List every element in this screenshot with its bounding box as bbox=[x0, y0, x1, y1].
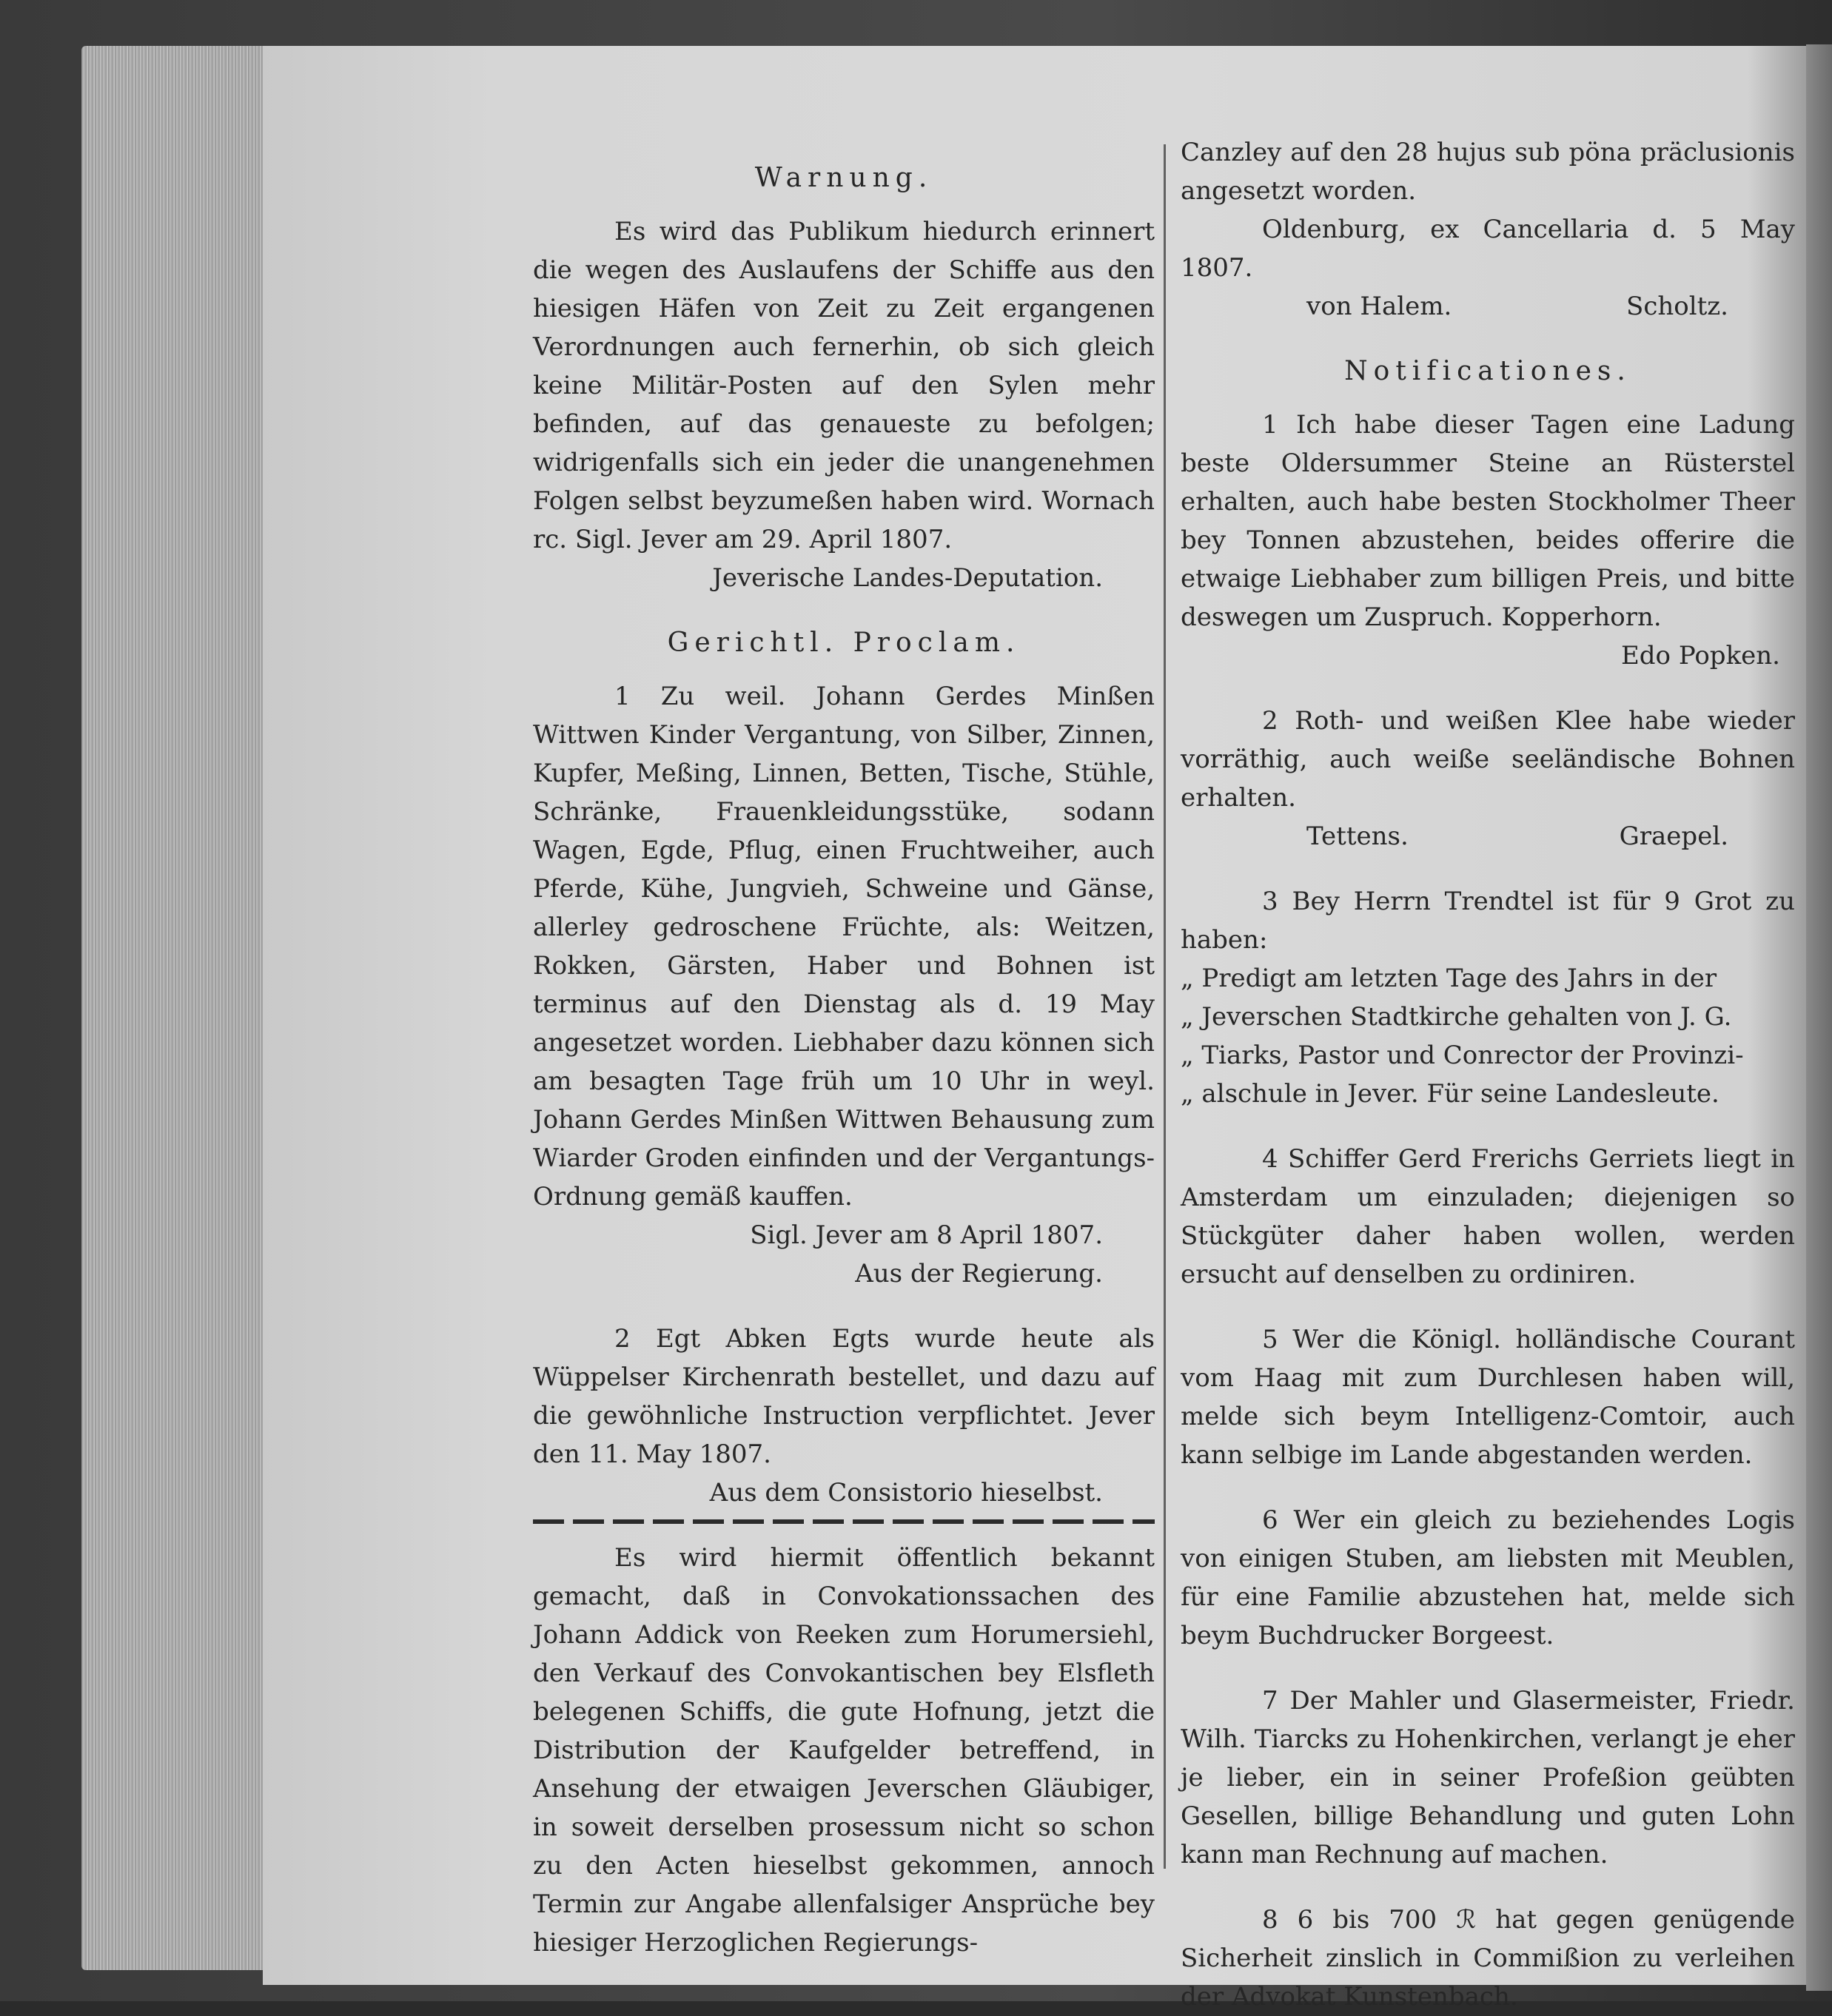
notifications-section bbox=[1181, 352, 1795, 2016]
signer-left: von Halem. bbox=[1306, 292, 1452, 321]
notifications-heading: Notificationes. bbox=[1344, 356, 1631, 386]
warnung-heading: Warnung. bbox=[754, 163, 933, 193]
notification-2: 2 Roth- und weißen Klee habe wieder vorräthig, auch weiße seeländische Bohnen erhalten. bbox=[1181, 706, 1795, 813]
continuation-text: Canzley auf den 28 hujus sub pöna präclusionis angesetzt worden. bbox=[1181, 138, 1795, 206]
bekanntmachung-section bbox=[533, 1539, 1155, 1962]
signer-right: Scholtz. bbox=[1626, 292, 1728, 321]
notification-3-quote-line: „ Tiarks, Pastor und Conrector der Provinzi- bbox=[1181, 1041, 1744, 1070]
notification-3-quote-line: „ alschule in Jever. Für seine Landesleute. bbox=[1181, 1079, 1719, 1109]
column-divider bbox=[1164, 144, 1166, 1869]
notification-2-sig-left: Tettens. bbox=[1306, 821, 1409, 851]
proclam-heading: Gerichtl. Proclam. bbox=[667, 628, 1021, 658]
warnung-signature: Jeverische Landes-Deputation. bbox=[712, 563, 1103, 593]
proclam-item-1-place: Sigl. Jever am 8 April 1807. bbox=[750, 1220, 1103, 1250]
notification-2-sig-right: Graepel. bbox=[1619, 821, 1728, 851]
warnung-text: Es wird das Publikum hiedurch erinnert die wegen des Auslaufens der Schiffe aus den hiesigen Häfen von Zeit zu Zeit ergangenen Verordnungen auch fernerhin, ob sich gleich keine Militär-Posten auf den Sylen mehr befinden, auf das genaueste zu befolgen; widrigenfalls sich ein jeder die unangenehmen Folgen selbst beyzumeßen haben wird. Wornach rc. Sigl. Jever am 29. April 1807. bbox=[533, 217, 1155, 554]
left-column bbox=[533, 159, 1155, 1962]
notification-7: 7 Der Mahler und Glasermeister, Friedr. Wilh. Tiarcks zu Hohenkirchen, verlangt je eher je lieber, ein in seiner Profeßion geübten Gesellen, billige Behandlung und guten Lohn kann man Rechnung auf machen. bbox=[1181, 1686, 1795, 1869]
proclam-item-2-signature: Aus dem Consistorio hieselbst. bbox=[709, 1478, 1103, 1508]
notification-1: 1 Ich habe dieser Tagen eine Ladung beste Oldersummer Steine an Rüsterstel erhalten, auch habe besten Stockholmer Theer bey Tonnen abzustehen, beides offerire die etwaige Liebhaber zum billigen Preis, und bitte deswegen um Zuspruch. Kopperhorn. bbox=[1181, 410, 1795, 632]
book-page-stack bbox=[81, 46, 266, 1970]
notification-8: 8 6 bis 700 ℛ hat gegen genügende Sicherheit zinslich in Commißion zu verleihen der Advokat Kunstenbach. bbox=[1181, 1905, 1795, 2012]
place-date: Oldenburg, ex Cancellaria d. 5 May 1807. bbox=[1181, 215, 1795, 283]
bekanntmachung-text: Es wird hiermit öffentlich bekannt gemacht, daß in Convokationssachen des Johann Addick von Reeken zum Horumersiehl, den Verkauf des Convokantischen bey Elsfleth belegenen Schiffs, die gute Hofnung, jetzt die Distribution der Kaufgelder betreffend, in Ansehung der etwaigen Jeverschen Gläubiger, in soweit derselben prosessum nicht so schon zu den Acten hieselbst gekommen, annoch Termin zur Angabe allenfalsiger Ansprüche bey hiesiger Herzoglichen Regierungs- bbox=[533, 1543, 1155, 1958]
proclam-section bbox=[533, 624, 1155, 1512]
notification-2-signatures bbox=[1181, 817, 1795, 856]
notification-3-intro: 3 Bey Herrn Trendtel ist für 9 Grot zu haben: bbox=[1181, 887, 1795, 955]
proclam-item-1-signature: Aus der Regierung. bbox=[855, 1259, 1103, 1288]
right-column bbox=[1181, 133, 1795, 2016]
dashed-separator bbox=[533, 1519, 1155, 1524]
signers bbox=[1181, 287, 1795, 326]
continuation-section bbox=[1181, 133, 1795, 326]
notification-6: 6 Wer ein gleich zu beziehendes Logis von einigen Stuben, am liebsten mit Meublen, für eine Familie abzustehen hat, melde sich beym Buchdrucker Borgeest. bbox=[1181, 1505, 1795, 1650]
right-page-edge bbox=[1806, 44, 1832, 1991]
warnung-section bbox=[533, 159, 1155, 597]
proclam-item-2: 2 Egt Abken Egts wurde heute als Wüppelser Kirchenrath bestellet, und dazu auf die gewöhnliche Instruction verpflichtet. Jever den 11. May 1807. bbox=[533, 1324, 1155, 1469]
notification-1-signature: Edo Popken. bbox=[1620, 641, 1780, 671]
notification-5: 5 Wer die Königl. holländische Courant vom Haag mit zum Durchlesen haben will, melde sich beym Intelligenz-Comtoir, auch kann selbige im Lande abgestanden werden. bbox=[1181, 1325, 1795, 1470]
notification-3-quote-line: „ Predigt am letzten Tage des Jahrs in der bbox=[1181, 964, 1717, 993]
notification-4: 4 Schiffer Gerd Frerichs Gerriets liegt in Amsterdam um einzuladen; diejenigen so Stückgüter daher haben wollen, werden ersucht auf denselben zu ordiniren. bbox=[1181, 1144, 1795, 1289]
proclam-item-1: 1 Zu weil. Johann Gerdes Minßen Wittwen Kinder Vergantung, von Silber, Zinnen, Kupfer, Meßing, Linnen, Betten, Tische, Stühle, Schränke, Frauenkleidungsstüke, sodann Wagen, Egde, Pflug, einen Fruchtweiher, auch Pferde, Kühe, Jungvieh, Schweine und Gänse, allerley gedroschene Früchte, als: Weitzen, Rokken, Gärsten, Haber und Bohnen ist terminus auf den Dienstag als d. 19 May angesetzet worden. Liebhaber dazu können sich am besagten Tage früh um 10 Uhr in weyl. Johann Gerdes Minßen Wittwen Behausung zum Wiarder Groden einfinden und der Vergantungs-Ordnung gemäß kauffen. bbox=[533, 682, 1155, 1212]
notification-3-quote-line: „ Jeverschen Stadtkirche gehalten von J. G. bbox=[1181, 1002, 1732, 1032]
